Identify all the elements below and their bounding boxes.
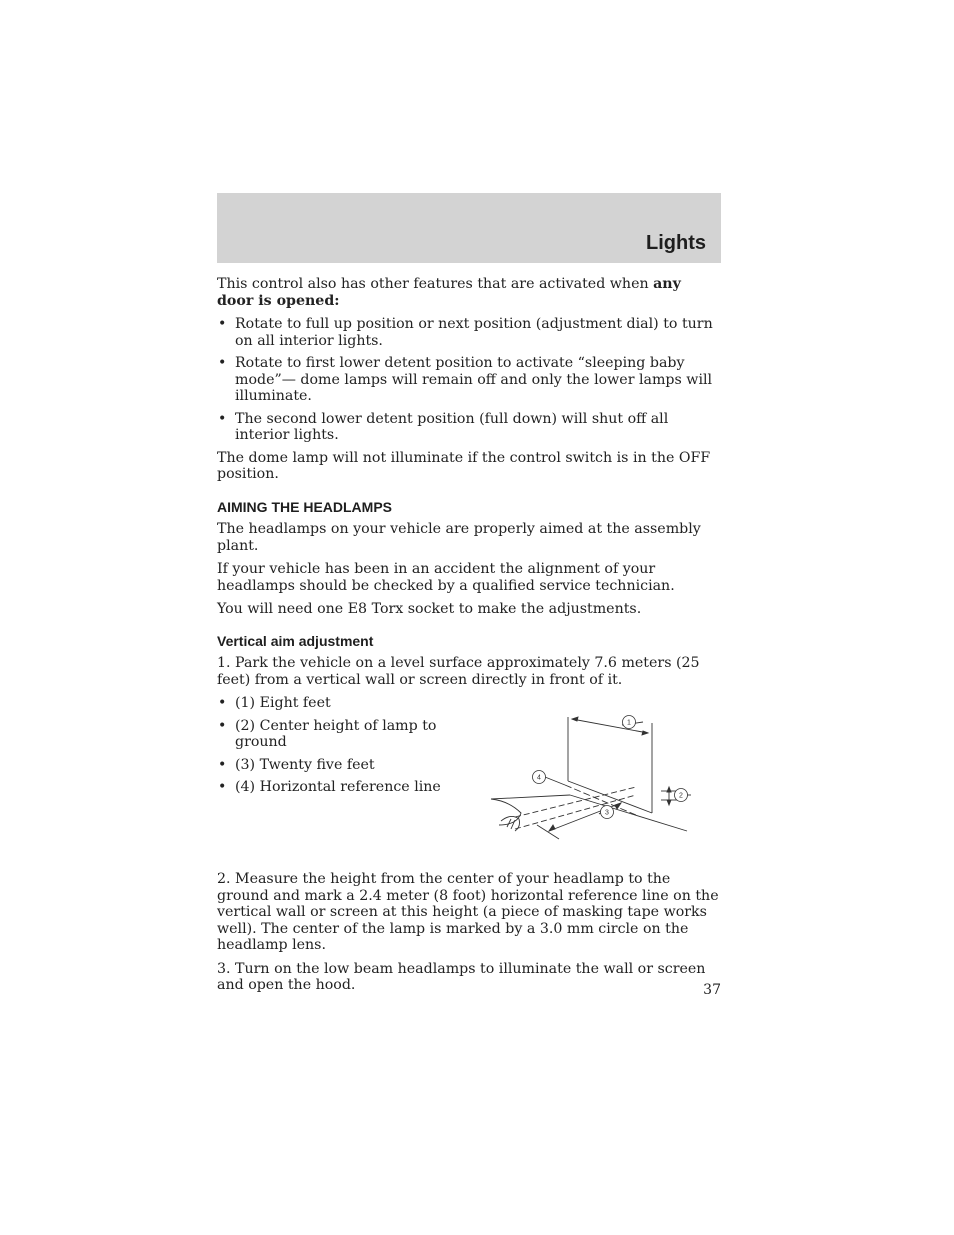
ground-line (491, 795, 570, 799)
subsection-heading-vertical: Vertical aim adjustment (217, 632, 374, 649)
aiming-paragraph: If your vehicle has been in an accident the alignment of your headlamps should be checked by a qualified service technician. (217, 561, 675, 594)
leader-4 (545, 777, 565, 785)
legend-item: • (4) Horizontal reference line (217, 779, 457, 796)
arrow-head (615, 803, 621, 809)
intro-text: This control also has other features that are activated when (217, 276, 654, 292)
page-number: 37 (703, 982, 721, 998)
figure-row (217, 695, 721, 871)
aiming-paragraph: The headlamps on your vehicle are properly aimed at the assembly plant. (217, 521, 701, 554)
arrow-head (572, 717, 578, 721)
tick-line (537, 825, 559, 839)
callout-2: 2 (679, 792, 683, 800)
page-content (217, 276, 721, 1001)
step-1: 1. Park the vehicle on a level surface approximately 7.6 meters (25 feet) from a vertical wall or screen directly in front of it. (217, 655, 700, 688)
list-item: • Rotate to first lower detent position to activate “sleeping baby mode”— dome lamps will remain off and only the lower lamps will illuminate. (217, 355, 721, 405)
step-3: 3. Turn on the low beam headlamps to illuminate the wall or screen and open the hood. (217, 960, 706, 993)
arrow-head (549, 825, 555, 831)
callout-3: 3 (605, 809, 609, 817)
light-beam-upper (515, 787, 636, 817)
door-feature-list (217, 316, 721, 444)
callout-4: 4 (537, 774, 541, 782)
headlamp-detail (511, 820, 515, 829)
intro-bold: any door is opened: (217, 276, 681, 309)
legend-item: • (3) Twenty five feet (217, 757, 457, 774)
legend-item: • (1) Eight feet (217, 695, 457, 712)
dome-note: The dome lamp will not illuminate if the control switch is in the OFF position. (217, 449, 711, 482)
eight-feet-dimension (572, 719, 648, 733)
list-item: • The second lower detent position (full down) will shut off all interior lights. (217, 411, 721, 444)
list-item: • Rotate to full up position or next position (adjustment dial) to turn on all interior lights. (217, 316, 721, 349)
headlamp-aim-diagram (481, 701, 691, 861)
step-2: 2. Measure the height from the center of your headlamp to the ground and mark a 2.4 meter (8 foot) horizontal reference line on the vertical wall or screen at this height (a piece of masking tape works well). The center of the lamp is marked by a 3.0 mm circle on the headlamp lens. (217, 871, 719, 953)
arrow-head (667, 800, 671, 805)
arrow-head (642, 731, 648, 735)
legend-item: • (2) Center height of lamp to ground (217, 718, 457, 751)
intro-paragraph (217, 276, 721, 309)
aiming-paragraph: You will need one E8 Torx socket to make the adjustments. (217, 601, 642, 617)
callout-1: 1 (627, 719, 631, 727)
page-title: Lights (646, 232, 706, 254)
remaining-steps (217, 871, 721, 994)
header-band (217, 193, 721, 263)
section-heading-aiming: AIMING THE HEADLAMPS (217, 498, 392, 515)
figure-legend (217, 695, 457, 802)
car-fender (491, 799, 521, 825)
